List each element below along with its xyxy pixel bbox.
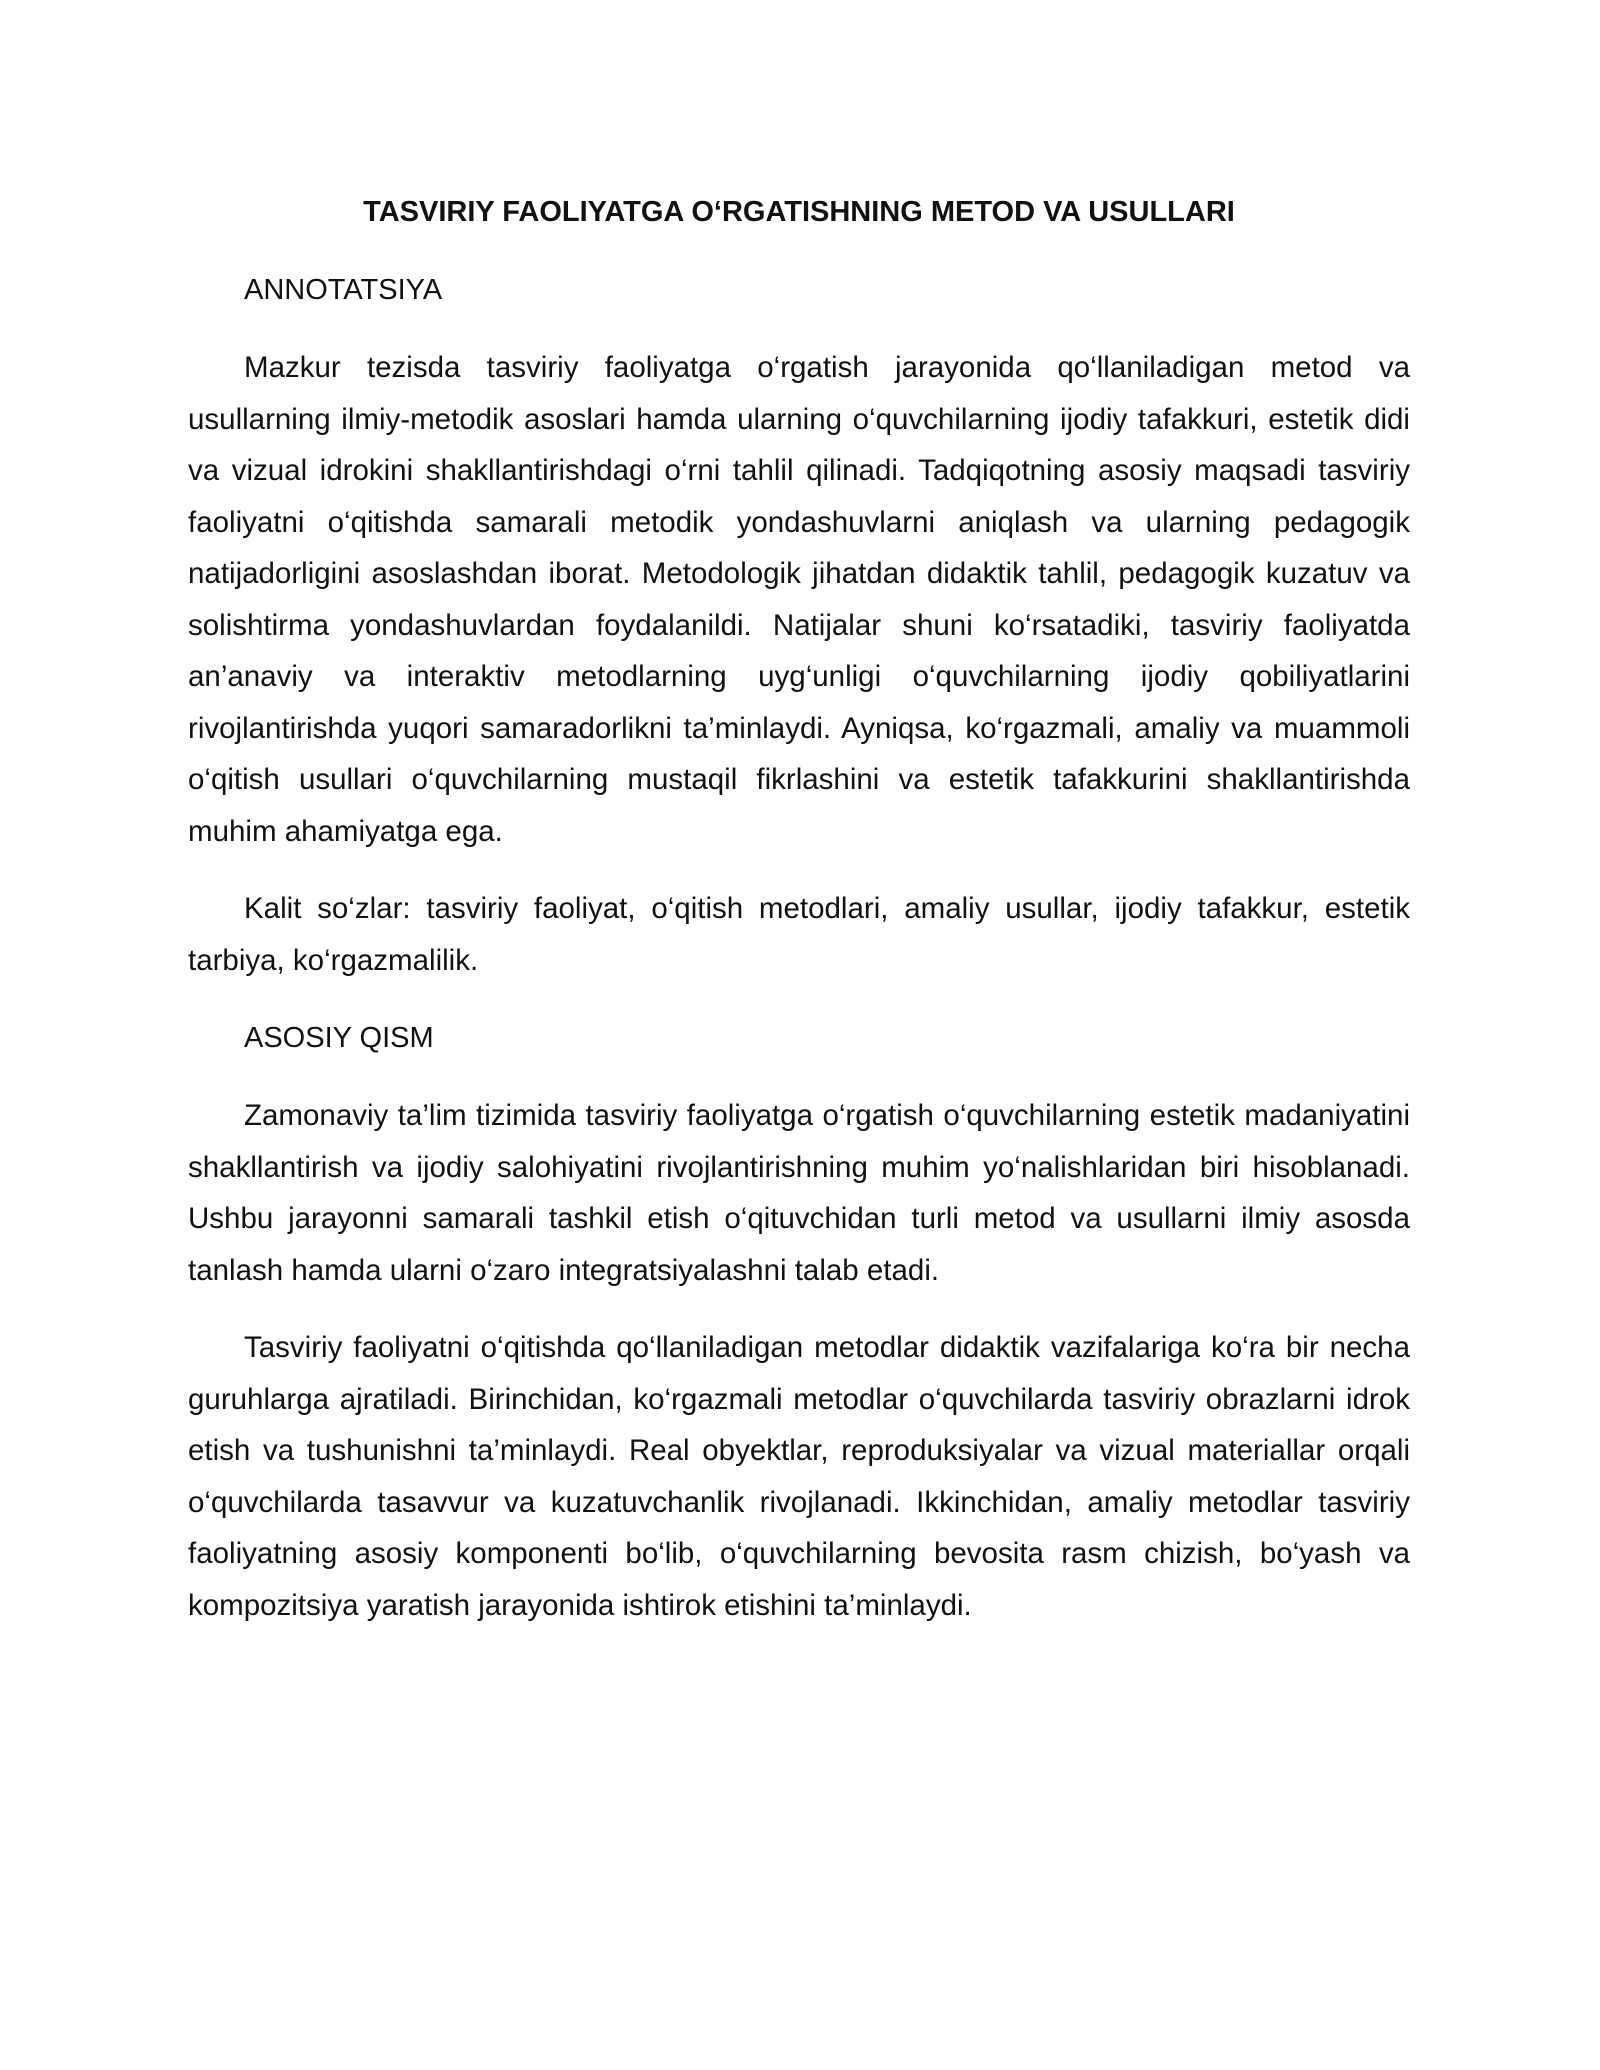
main-paragraph-1: Zamonaviy ta’lim tizimida tasviriy faoliyatga o‘rgatish o‘quvchilarning estetik madaniyatini shakllantirish va ijodiy salohiyatini rivojlantirishning muhim yo‘nalishlaridan biri hisoblanadi. Ushbu jarayonni samarali tashkil etish o‘qituvchidan turli metod va usullarni ilmiy asosda tanlash hamda ularni o‘zaro integratsiyalashni talab etadi. (188, 1099, 1410, 1287)
keywords-paragraph: Kalit so‘zlar: tasviriy faoliyat, o‘qitish metodlari, amaliy usullar, ijodiy tafakkur, estetik tarbiya, ko‘rgazmalilik. (188, 892, 1410, 977)
document-page (188, 186, 1410, 1657)
main-paragraph-2: Tasviriy faoliyatni o‘qitishda qo‘llaniladigan metodlar didaktik vazifalariga ko‘ra bir necha guruhlarga ajratiladi. Birinchidan, ko‘rgazmali metodlar o‘quvchilarda tasviriy obrazlarni idrok etish va tushunishni ta’minlaydi. Real obyektlar, reproduksiyalar va vizual materiallar orqali o‘quvchilarda tasavvur va kuzatuvchanlik rivojlanadi. Ikkinchidan, amaliy metodlar tasviriy faoliyatning asosiy komponenti bo‘lib, o‘quvchilarning bevosita rasm chizish, bo‘yash va kompozitsiya yaratish jarayonida ishtirok etishini ta’minlaydi. (188, 1331, 1410, 1622)
annotation-paragraph: Mazkur tezisda tasviriy faoliyatga o‘rgatish jarayonida qo‘llaniladigan metod va usullarning ilmiy-metodik asoslari hamda ularning o‘quvchilarning ijodiy tafakkuri, estetik didi va vizual idrokini shakllantirishdagi o‘rni tahlil qilinadi. Tadqiqotning asosiy maqsadi tasviriy faoliyatni o‘qitishda samarali metodik yondashuvlarni aniqlash va ularning pedagogik natijadorligini asoslashdan iborat. Metodologik jihatdan didaktik tahlil, pedagogik kuzatuv va solishtirma yondashuvlardan foydalanildi. Natijalar shuni ko‘rsatadiki, tasviriy faoliyatda an’anaviy va interaktiv metodlarning uyg‘unligi o‘quvchilarning ijodiy qobiliyatlarini rivojlantirishda yuqori samaradorlikni ta’minlaydi. Ayniqsa, ko‘rgazmali, amaliy va muammoli o‘qitish usullari o‘quvchilarning mustaqil fikrlashini va estetik tafakkurini shakllantirishda muhim ahamiyatga ega. (188, 351, 1410, 848)
main-section-heading: ASOSIY QISM (244, 1022, 434, 1054)
annotation-heading: ANNOTATSIYA (244, 274, 443, 306)
document-title: TASVIRIY FAOLIYATGA O‘RGATISHNING METOD VA USULLARI (363, 196, 1235, 228)
